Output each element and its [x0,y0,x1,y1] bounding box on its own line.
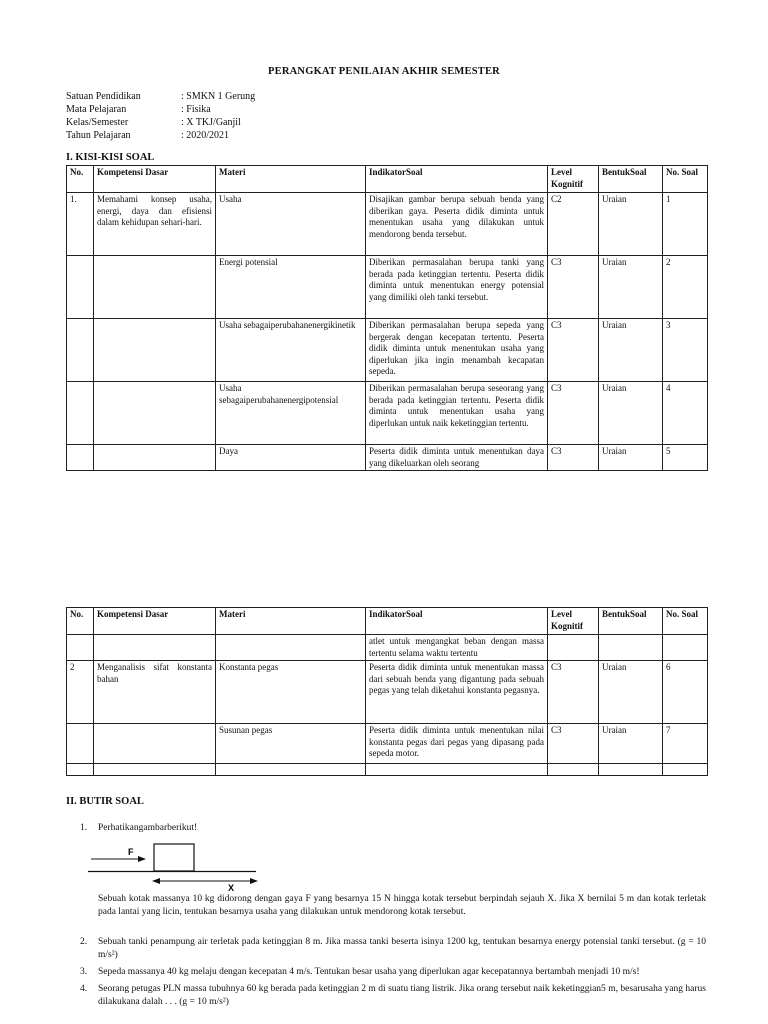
cell-nosoal: 5 [663,445,708,471]
identity-row [66,90,255,103]
cell-bentuk: Uraian [599,445,663,471]
question-item [80,936,706,962]
cell-materi [216,764,366,776]
identity-value: : 2020/2021 [181,130,230,141]
cell-no [67,382,94,445]
col-header-no: No. [67,608,94,635]
cell-materi: Energi potensial [216,256,366,319]
identity-block [66,90,255,142]
identity-label: Mata Pelajaran [66,104,127,115]
cell-bentuk: Uraian [599,382,663,445]
identity-label: Kelas/Semester [66,117,129,128]
cell-no [67,319,94,382]
cell-level: C3 [548,445,599,471]
cell-bentuk [599,635,663,661]
table-row [67,256,708,319]
cell-level: C2 [548,193,599,256]
question-1-description: Sebuah kotak massanya 10 kg didorong dengan gaya F yang besarnya 15 N hingga kotak tersebut berpindah sejauh X. Jika X bernilai 5 m dan kotak terletak pada lantai yang licin, tentukan besarnya usaha yang dilakukan untuk mendorong kotak tersebut. [98,894,706,917]
col-header-level: Level Kognitif [548,608,599,635]
force-arrow-head [138,856,146,862]
cell-level: C3 [548,319,599,382]
cell-nosoal: 2 [663,256,708,319]
col-header-materi: Materi [216,608,366,635]
cell-bentuk: Uraian [599,193,663,256]
cell-kompetensi [94,764,216,776]
cell-nosoal: 1 [663,193,708,256]
cell-no [67,724,94,764]
cell-nosoal: 6 [663,661,708,724]
col-header-level: Level Kognitif [548,166,599,193]
cell-level [548,764,599,776]
cell-level: C3 [548,382,599,445]
displacement-arrow-right [250,878,258,884]
section-heading-butir-soal: II. BUTIR SOAL [66,796,144,807]
cell-nosoal [663,635,708,661]
cell-level [548,635,599,661]
col-header-materi: Materi [216,166,366,193]
cell-materi: Usaha [216,193,366,256]
displacement-arrow-left [152,878,160,884]
identity-row [66,116,255,129]
cell-kompetensi [94,635,216,661]
kisi-kisi-table-continued [66,607,708,776]
cell-indikator: Diberikan permasalahan berupa tanki yang berada pada ketinggian tertentu. Peserta didik diminta untuk menentukan energy potensial yang dimiliki oleh tanki tersebut. [366,256,548,319]
cell-level: C3 [548,661,599,724]
identity-value: : X TKJ/Ganjil [181,117,241,128]
table-row [67,382,708,445]
question-item [80,966,706,979]
section-heading-kisi-kisi: I. KISI-KISI SOAL [66,152,155,163]
force-label: F [128,847,134,857]
cell-no [67,445,94,471]
cell-indikator: Diberikan permasalahan berupa seseorang yang berada pada ketinggian tertentu. Peserta didik diminta untuk menentukan usaha yang diperlukan untuk naik keketinggian tertentu. [366,382,548,445]
cell-indikator: Disajikan gambar berupa sebuah benda yang diberikan gaya. Peserta didik diminta untuk menentukan usaha yang dilakukan untuk mendorong benda tersebut. [366,193,548,256]
identity-label: Tahun Pelajaran [66,130,131,141]
table-row [67,635,708,661]
col-header-no: No. [67,166,94,193]
cell-indikator [366,764,548,776]
cell-materi: Usaha sebagaiperubahanenergipotensial [216,382,366,445]
cell-no [67,256,94,319]
identity-label: Satuan Pendidikan [66,91,141,102]
cell-indikator: Peserta didik diminta untuk menentukan massa dari sebuah benda yang digantung pada sebuah pegas yang telah diketahui konstanta pegasnya. [366,661,548,724]
cell-materi [216,635,366,661]
cell-nosoal: 4 [663,382,708,445]
cell-kompetensi: Memahami konsep usaha, energi, daya dan efisiensi dalam kehidupan sehari-hari. [94,193,216,256]
question-number: 1. [80,823,88,833]
cell-no: 2 [67,661,94,724]
force-diagram [88,838,258,893]
table-row [67,193,708,256]
cell-level: C3 [548,256,599,319]
question-number: 4. [80,984,88,994]
col-header-kompetensi: Kompetensi Dasar [94,166,216,193]
identity-value: : Fisika [181,104,211,115]
identity-value: : SMKN 1 Gerung [181,91,256,102]
col-header-bentuk: BentukSoal [599,166,663,193]
table-row [67,764,708,776]
cell-level: C3 [548,724,599,764]
cell-materi: Konstanta pegas [216,661,366,724]
cell-nosoal: 7 [663,724,708,764]
cell-indikator: atlet untuk mengangkat beban dengan massa tertentu selama waktu tertentu [366,635,548,661]
table-row [67,319,708,382]
kisi-kisi-table [66,165,708,471]
cell-bentuk: Uraian [599,661,663,724]
question-text: Seorang petugas PLN massa tubuhnya 60 kg berada pada ketinggian 2 m di suatu tiang listrik. Jika orang tersebut naik keketinggian5 m, besarusaha yang harus dilakukana dalah . . . (g = 10 m/s²) [98,984,706,1007]
col-header-nosoal: No. Soal [663,608,708,635]
cell-no [67,635,94,661]
cell-materi: Daya [216,445,366,471]
cell-kompetensi [94,445,216,471]
cell-indikator: Peserta didik diminta untuk menentukan daya yang dikeluarkan oleh seorang [366,445,548,471]
question-item [80,983,706,1009]
displacement-label: X [228,883,235,893]
question-item [80,822,706,835]
question-text: Sebuah tanki penampung air terletak pada ketinggian 8 m. Jika massa tanki beserta isinya 1200 kg, tentukan besarnya energy potensial tanki tersebut. (g = 10 m/s²) [98,937,706,960]
document-title: PERANGKAT PENILAIAN AKHIR SEMESTER [268,66,500,77]
table-header-row [67,608,708,635]
question-text: Sepeda massanya 40 kg melaju dengan kecepatan 4 m/s. Tentukan besar usaha yang diperlukan agar kecepatannya bertambah menjadi 10 m/s! [98,967,640,977]
cell-bentuk: Uraian [599,724,663,764]
table-header-row [67,166,708,193]
cell-nosoal: 3 [663,319,708,382]
table-row [67,724,708,764]
col-header-kompetensi: Kompetensi Dasar [94,608,216,635]
table-row [67,661,708,724]
question-list-start [80,822,706,839]
cell-bentuk [599,764,663,776]
table-row [67,445,708,471]
cell-materi: Susunan pegas [216,724,366,764]
cell-no [67,764,94,776]
cell-bentuk: Uraian [599,319,663,382]
cell-kompetensi [94,319,216,382]
cell-kompetensi: Menganalisis sifat konstanta bahan [94,661,216,724]
col-header-indikator: IndikatorSoal [366,166,548,193]
question-list [80,936,706,1013]
cell-no: 1. [67,193,94,256]
col-header-indikator: IndikatorSoal [366,608,548,635]
cell-bentuk: Uraian [599,256,663,319]
cell-indikator: Peserta didik diminta untuk menentukan nilai konstanta pegas dari pegas yang dipasang pada sepeda motor. [366,724,548,764]
box [154,844,194,871]
question-number: 2. [80,937,88,947]
cell-materi: Usaha sebagaiperubahanenergikinetik [216,319,366,382]
col-header-nosoal: No. Soal [663,166,708,193]
cell-nosoal [663,764,708,776]
question-number: 3. [80,967,88,977]
identity-row [66,129,255,142]
cell-kompetensi [94,382,216,445]
cell-kompetensi [94,256,216,319]
cell-kompetensi [94,724,216,764]
identity-row [66,103,255,116]
col-header-bentuk: BentukSoal [599,608,663,635]
question-text: Perhatikangambarberikut! [98,823,198,833]
cell-indikator: Diberikan permasalahan berupa sepeda yang bergerak dengan kecepatan tertentu. Peserta didik diminta untuk menentukan usaha yang diperlukan jika ingin menambah kecapatan sepeda. [366,319,548,382]
